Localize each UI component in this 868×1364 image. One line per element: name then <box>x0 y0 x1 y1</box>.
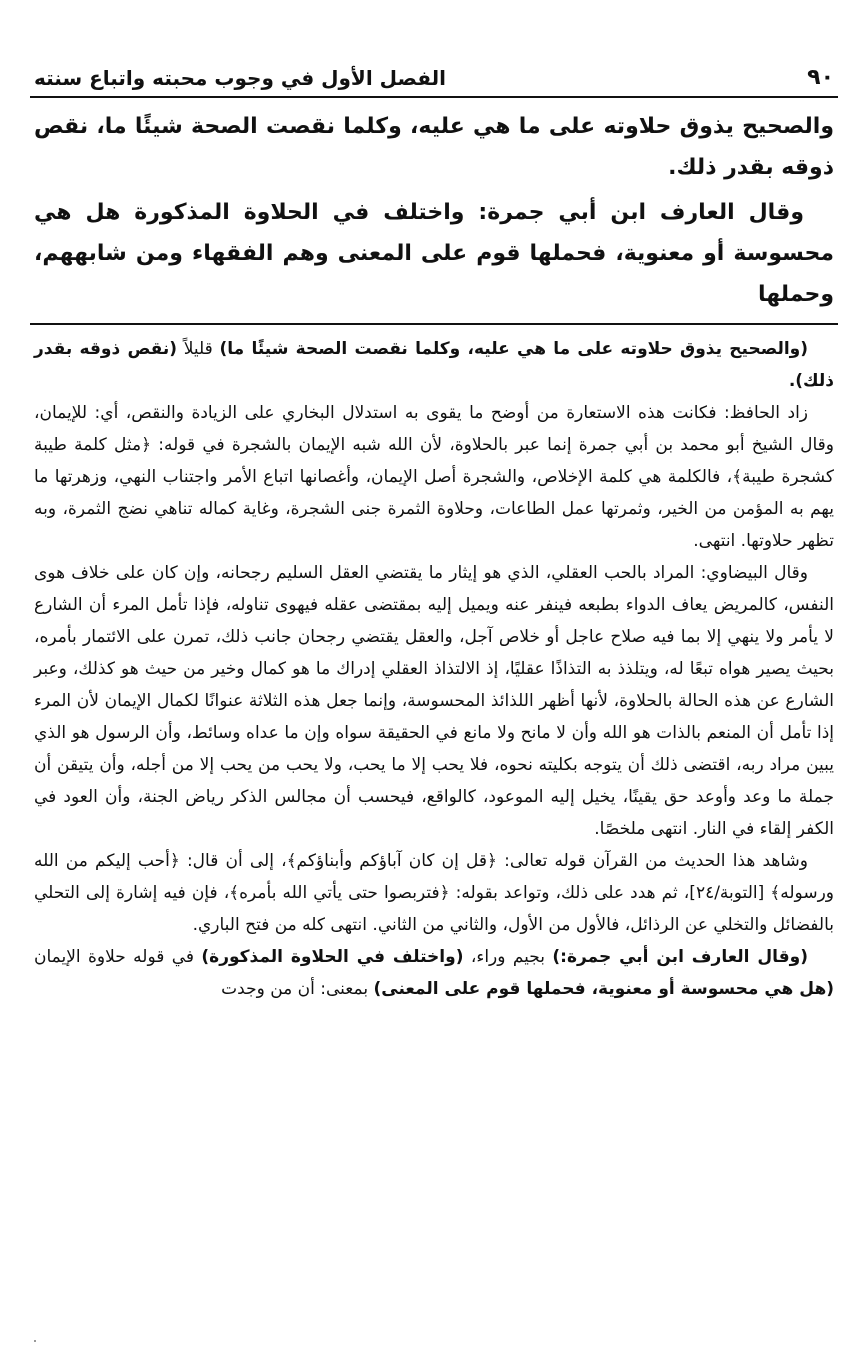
commentary-text-run: بمعنى: أن من وجدت <box>221 979 374 999</box>
commentary-text-run: في قوله حلاوة الإيمان <box>34 947 202 967</box>
book-page <box>30 48 838 1338</box>
quoted-text: (واختلف في الحلاوة المذكورة) <box>201 947 464 967</box>
commentary-paragraph-1 <box>34 333 834 397</box>
main-text-paragraph-2: وقال العارف ابن أبي جمرة: واختلف في الحلاوة المذكورة هل هي محسوسة أو معنوية، فحملها قوم على المعنى وهم الفقهاء ومن شابههم، وحملها <box>34 200 834 307</box>
commentary-paragraph-4: وشاهد هذا الحديث من القرآن قوله تعالى: ﴿قل إن كان آباؤكم وأبناؤكم﴾، إلى أن قال: ﴿أحب إليكم من الله ورسوله﴾ [التوبة/٢٤]، ثم هدد على ذلك، وتواعد بقوله: ﴿فتربصوا حتى يأتي الله بأمره﴾، فإن فيه إشارة إلى التحلي بالفضائل والتخلي عن الرذائل، فالأول من الأول، والثاني من الثاني. انتهى كله من فتح الباري. <box>34 851 835 935</box>
page-header <box>30 48 838 98</box>
commentary-paragraph-5 <box>34 941 834 1005</box>
page-speck <box>34 1340 36 1342</box>
quoted-text: (نقص ذوقه بقدر ذلك). <box>34 339 834 391</box>
text-divider <box>30 323 838 325</box>
quoted-text: (والصحيح يذوق حلاوته على ما هي عليه، وكلما نقصت الصحة شيئًا ما) <box>219 339 808 359</box>
running-title: الفصل الأول في وجوب محبته واتباع سنته <box>34 66 446 90</box>
commentary-paragraph-2: زاد الحافظ: فكانت هذه الاستعارة من أوضح ما يقوى به استدلال البخاري على الزيادة والنقص، أي: للإيمان، وقال الشيخ أبو محمد بن أبي جمرة إنما عبر بالحلاوة، لأن الله شبه الإيمان بالشجرة في قوله: ﴿مثل كلمة طيبة كشجرة طيبة﴾، فالكلمة هي كلمة الإخلاص، والشجرة أصل الإيمان، وأغصانها اتباع الأمر واجتناب النهي، وزهرتها ما يهم به المؤمن من الخير، وثمرتها عمل الطاعات، وحلاوة الثمرة جنى الشجرة، وغاية كماله تناهي نضج الثمرة، وبه تظهر حلاوتها. انتهى. <box>34 403 834 551</box>
quoted-text: (هل هي محسوسة أو معنوية، فحملها قوم على المعنى) <box>373 979 834 999</box>
page-number: ٩٠ <box>807 65 834 90</box>
main-text-paragraph-1: والصحيح يذوق حلاوته على ما هي عليه، وكلما نقصت الصحة شيئًا ما، نقص ذوقه بقدر ذلك. <box>34 114 834 180</box>
main-text <box>30 106 838 315</box>
commentary-paragraph-3: وقال البيضاوي: المراد بالحب العقلي، الذي هو إيثار ما يقتضي العقل السليم رجحانه، وإن كان على خلاف هوى النفس، كالمريض يعاف الدواء بطبعه فينفر عنه ويميل إليه بمقتضى عقله فيهوى تناوله، فإذا تأمل المرء أن الشارع لا يأمر ولا ينهي إلا بما فيه صلاح عاجل أو خلاص آجل، والعقل يقتضي رجحان جانب ذلك، تمرن على الائتمار بأمره، بحيث يصير هواه تبعًا له، ويتلذذ به التذاذًا عقليًا، إذ الالتذاذ العقلي إدراك ما هو كمال وخير من حيث هو كذلك، وعبر الشارع عن هذه الحالة بالحلاوة، لأنها أظهر اللذائذ المحسوسة، وإنما جعل هذه الثلاثة عنوانًا لكمال الإيمان لأن المرء إذا تأمل أن المنعم بالذات هو الله وأن لا مانح ولا مانع في الحقيقة سواه وإن ما عداه وسائط، وأن الرسول هو الذي يبين مراد ربه، اقتضى ذلك أن يتوجه بكليته نحوه، فلا يحب إلا ما يحب، ولا يحب من يحب إلا من أجله، وأن يتيقن أن جملة ما وعد وأوعد حق يقينًا، يخيل إليه الموعود، كالواقع، فيحسب أن مجالس الذكر رياض الجنة، وأن العود في الكفر إلقاء في النار. انتهى ملخصًا. <box>34 563 834 839</box>
commentary-text-run: قليلاً <box>177 339 220 359</box>
commentary-text-run: بجيم وراء، <box>463 947 553 967</box>
commentary-text <box>30 333 838 1005</box>
quoted-text: (وقال العارف ابن أبي جمرة:) <box>552 947 808 967</box>
